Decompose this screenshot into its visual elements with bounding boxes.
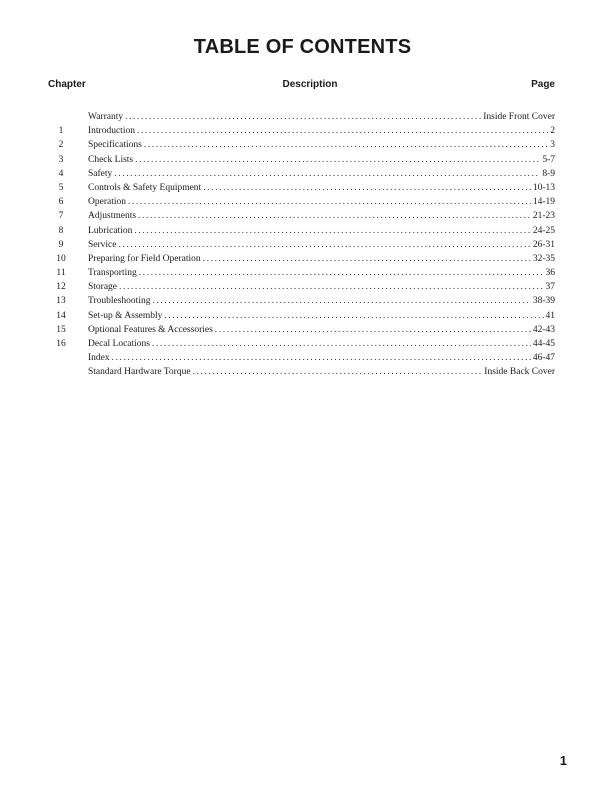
dot-leader (119, 280, 543, 294)
toc-page-reference: 21-23 (532, 211, 555, 222)
dot-leader (135, 153, 540, 167)
dot-leader (139, 266, 544, 280)
dot-leader (144, 138, 548, 152)
toc-page-reference: 2 (550, 126, 555, 137)
toc-description: Index (88, 353, 110, 364)
toc-description: Service (88, 239, 117, 250)
toc-page-reference: 5-7 (542, 154, 555, 165)
toc-page-reference: 38-39 (532, 296, 555, 307)
toc-page-reference: 26-31 (532, 239, 555, 250)
toc-entry (50, 280, 555, 294)
toc-entry (50, 195, 555, 209)
toc-chapter-number: 7 (58, 211, 64, 222)
toc-description: Storage (88, 282, 118, 293)
toc-description: Introduction (88, 126, 135, 137)
description-column-header: Description (282, 79, 338, 90)
toc-description: Lubrication (88, 225, 133, 236)
dot-leader (114, 167, 540, 181)
toc-page-reference: 8-9 (542, 168, 555, 179)
toc-description: Optional Features & Accessories (88, 324, 213, 335)
toc-entry (50, 337, 555, 351)
dot-leader (193, 365, 483, 379)
dot-leader (138, 209, 531, 223)
toc-entry (50, 124, 555, 138)
chapter-column-header: Chapter (48, 79, 86, 90)
toc-page-reference: 32-35 (532, 253, 555, 264)
toc-entry (50, 294, 555, 308)
toc-chapter-number: 1 (58, 126, 64, 137)
toc-description: Check Lists (88, 154, 134, 165)
toc-description: Adjustments (88, 211, 137, 222)
toc-chapter-number: 14 (56, 310, 66, 321)
dot-leader (128, 195, 531, 209)
toc-chapter-number: 3 (58, 154, 64, 165)
toc-entry (50, 181, 555, 195)
toc-page-reference: Inside Back Cover (484, 367, 555, 378)
toc-chapter-number: 10 (56, 253, 66, 264)
dot-leader (112, 351, 531, 365)
toc-entry (50, 167, 555, 181)
toc-entry (50, 110, 555, 124)
toc-chapter-number: 15 (56, 324, 66, 335)
page-column-header: Page (531, 79, 555, 90)
toc-entry (50, 309, 555, 323)
toc-chapter-number: 5 (58, 182, 64, 193)
toc-description: Operation (88, 197, 126, 208)
dot-leader (164, 309, 543, 323)
toc-description: Transporting (88, 268, 137, 279)
toc-page-reference: 3 (550, 140, 555, 151)
toc-page-reference: 36 (545, 268, 555, 279)
dot-leader (134, 224, 531, 238)
toc-chapter-number: 2 (58, 140, 64, 151)
dot-leader (203, 181, 531, 195)
toc-chapter-number: 8 (58, 225, 64, 236)
toc-description: Controls & Safety Equipment (88, 182, 202, 193)
toc-page-reference: 10-13 (532, 182, 555, 193)
toc-page-reference: 42-43 (532, 324, 555, 335)
toc-description: Standard Hardware Torque (88, 367, 191, 378)
toc-page-reference: Inside Front Cover (483, 112, 555, 122)
toc-description: Safety (88, 168, 113, 179)
toc-description: Preparing for Field Operation (88, 253, 201, 264)
toc-entry (50, 252, 555, 266)
toc-entry (50, 365, 555, 379)
toc-page-reference: 24-25 (532, 225, 555, 236)
toc-description: Decal Locations (88, 339, 150, 349)
toc-chapter-number: 11 (56, 268, 66, 279)
toc-entry (50, 323, 555, 337)
toc-page-reference: 41 (545, 310, 555, 321)
page-title: TABLE OF CONTENTS (193, 36, 412, 58)
dot-leader (125, 110, 481, 124)
dot-leader (137, 124, 548, 138)
toc-entry (50, 209, 555, 223)
toc-entry (50, 266, 555, 280)
toc-chapter-number: 13 (56, 296, 66, 307)
toc-chapter-number: 4 (58, 168, 64, 179)
dot-leader (152, 294, 530, 308)
toc-entry (50, 153, 555, 167)
dot-leader (215, 323, 531, 337)
toc-chapter-number: 12 (56, 282, 66, 293)
toc-page-reference: 44-45 (532, 339, 555, 349)
toc-entry (50, 138, 555, 152)
page-number: 1 (559, 753, 567, 768)
toc-entry (50, 351, 555, 365)
toc-page-reference: 46-47 (532, 353, 555, 364)
toc-chapter-number: 16 (56, 339, 66, 349)
dot-leader (203, 252, 531, 266)
toc-page-reference: 14-19 (532, 197, 555, 208)
toc-chapter-number: 9 (58, 239, 64, 250)
toc-description: Warranty (88, 112, 124, 122)
dot-leader (119, 238, 531, 252)
toc-description: Troubleshooting (88, 296, 151, 307)
dot-leader (152, 337, 531, 351)
toc-chapter-number: 6 (58, 197, 64, 208)
toc-description: Specifications (88, 140, 142, 151)
toc-description: Set-up & Assembly (88, 310, 163, 321)
toc-entry (50, 224, 555, 238)
toc-page-reference: 37 (545, 282, 555, 293)
toc-entry (50, 238, 555, 252)
table-of-contents-list (50, 110, 555, 380)
